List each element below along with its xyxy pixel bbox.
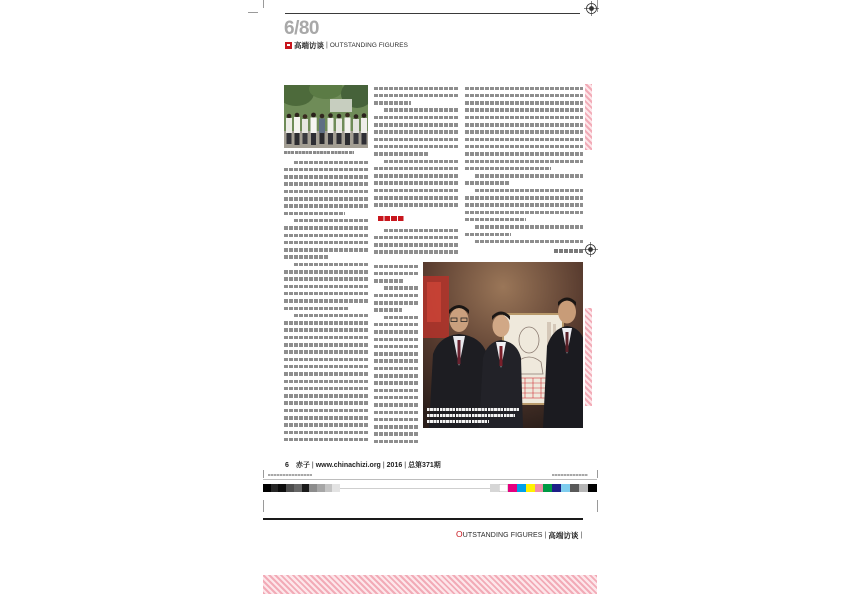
text-line bbox=[284, 321, 368, 325]
column-name-en: OUTSTANDING FIGURES bbox=[456, 529, 543, 539]
text-line bbox=[284, 438, 368, 442]
text-line bbox=[374, 272, 418, 276]
text-line bbox=[374, 396, 418, 400]
text-line bbox=[465, 87, 583, 91]
body-column-2-top bbox=[374, 85, 459, 213]
issue-number: 总第371期 bbox=[408, 462, 441, 469]
photo-group-visit bbox=[284, 85, 368, 148]
text-line bbox=[284, 190, 368, 194]
text-line bbox=[384, 316, 418, 320]
color-swatch bbox=[526, 484, 535, 492]
crop-mark bbox=[248, 12, 258, 13]
text-line bbox=[374, 116, 459, 120]
body-column-1 bbox=[284, 159, 368, 447]
text-line bbox=[374, 123, 459, 127]
text-line bbox=[465, 108, 583, 112]
editor-credit bbox=[554, 249, 583, 253]
text-line bbox=[284, 416, 368, 420]
photo-caption bbox=[427, 420, 489, 423]
color-swatch bbox=[561, 484, 570, 492]
text-line bbox=[465, 233, 511, 237]
registration-mark-icon bbox=[584, 1, 599, 16]
header-rule bbox=[285, 13, 580, 14]
text-line bbox=[374, 152, 429, 156]
text-line bbox=[284, 372, 368, 376]
text-line bbox=[374, 374, 418, 378]
text-line bbox=[384, 229, 459, 233]
text-line bbox=[384, 286, 418, 290]
text-line bbox=[284, 394, 368, 398]
text-line bbox=[374, 403, 418, 407]
slug-file-info bbox=[268, 474, 312, 476]
crop-mark bbox=[597, 470, 598, 478]
text-line bbox=[465, 167, 551, 171]
text-line bbox=[284, 431, 368, 435]
text-line bbox=[374, 236, 459, 240]
crop-mark bbox=[597, 500, 598, 512]
trim-line bbox=[263, 479, 597, 480]
section-subheading bbox=[378, 216, 404, 221]
bleed-stripe bbox=[585, 84, 592, 150]
color-swatch bbox=[588, 484, 597, 492]
text-line bbox=[284, 336, 368, 340]
text-line bbox=[284, 241, 368, 245]
text-line bbox=[475, 174, 583, 178]
page-number: 6 bbox=[285, 462, 289, 469]
crop-mark bbox=[263, 500, 264, 512]
text-line bbox=[465, 138, 583, 142]
text-line bbox=[374, 352, 418, 356]
text-line bbox=[374, 196, 459, 200]
text-line bbox=[374, 87, 459, 91]
text-line bbox=[374, 130, 459, 134]
separator: | bbox=[580, 531, 583, 539]
text-line bbox=[374, 301, 418, 305]
crop-mark bbox=[263, 0, 264, 8]
text-line bbox=[284, 255, 328, 259]
text-line bbox=[284, 182, 368, 186]
text-line bbox=[284, 248, 368, 252]
text-line bbox=[284, 307, 349, 311]
text-line bbox=[284, 212, 345, 216]
text-line bbox=[465, 94, 583, 98]
text-line bbox=[284, 285, 368, 289]
text-line bbox=[374, 203, 459, 207]
text-line bbox=[374, 330, 418, 334]
text-line bbox=[374, 432, 418, 436]
text-line bbox=[465, 116, 583, 120]
text-line bbox=[374, 367, 418, 371]
text-line bbox=[465, 203, 583, 207]
separator: | bbox=[311, 462, 314, 469]
text-line bbox=[284, 292, 368, 296]
text-line bbox=[284, 350, 368, 354]
text-line bbox=[284, 197, 368, 201]
column-logo-icon bbox=[285, 42, 292, 49]
registration-mark-icon bbox=[583, 242, 598, 257]
text-line bbox=[374, 101, 411, 105]
text-line bbox=[374, 308, 402, 312]
text-line bbox=[374, 425, 418, 429]
text-line bbox=[284, 226, 368, 230]
text-line bbox=[284, 168, 368, 172]
text-line bbox=[284, 299, 368, 303]
text-line bbox=[294, 219, 368, 223]
photo-caption bbox=[284, 151, 354, 154]
text-line bbox=[374, 279, 403, 283]
color-swatch bbox=[543, 484, 552, 492]
text-line bbox=[374, 359, 418, 363]
text-line bbox=[465, 196, 583, 200]
text-line bbox=[284, 277, 368, 281]
text-line bbox=[284, 270, 368, 274]
text-line bbox=[465, 211, 583, 215]
text-line bbox=[294, 161, 368, 165]
magazine-name: 赤子 bbox=[295, 462, 310, 469]
text-line bbox=[284, 328, 368, 332]
color-swatch bbox=[579, 484, 588, 492]
photo-ceremony-image bbox=[423, 262, 583, 428]
text-line bbox=[284, 409, 368, 413]
text-line bbox=[374, 174, 459, 178]
text-line bbox=[284, 175, 368, 179]
text-line bbox=[465, 123, 583, 127]
text-line bbox=[465, 218, 526, 222]
text-line bbox=[374, 338, 418, 342]
text-line bbox=[374, 294, 418, 298]
color-swatch bbox=[570, 484, 579, 492]
page-folio: 6/80 bbox=[284, 18, 319, 39]
text-line bbox=[284, 401, 368, 405]
text-line bbox=[284, 343, 368, 347]
text-line bbox=[465, 145, 583, 149]
website-url: www.chinachizi.org bbox=[315, 462, 381, 469]
bleed-stripe bbox=[585, 308, 592, 406]
text-line bbox=[374, 440, 418, 444]
color-swatch bbox=[332, 484, 340, 492]
text-line bbox=[374, 265, 418, 269]
text-line bbox=[475, 225, 583, 229]
crop-mark bbox=[263, 470, 264, 478]
text-line bbox=[284, 358, 368, 362]
column-name-en: OUTSTANDING FIGURES bbox=[329, 42, 408, 49]
text-line bbox=[284, 365, 368, 369]
text-line bbox=[465, 152, 583, 156]
color-swatch bbox=[490, 484, 499, 492]
text-line bbox=[374, 94, 459, 98]
column-header bbox=[285, 41, 408, 50]
text-line bbox=[374, 381, 418, 385]
text-line bbox=[374, 145, 459, 149]
separator: | bbox=[404, 462, 407, 469]
text-line bbox=[374, 345, 418, 349]
text-line bbox=[294, 263, 368, 267]
text-line bbox=[284, 423, 368, 427]
text-line bbox=[384, 108, 459, 112]
photo-ceremony bbox=[423, 262, 583, 428]
text-line bbox=[374, 418, 418, 422]
body-column-2-bottom bbox=[374, 263, 418, 446]
text-line bbox=[374, 181, 459, 185]
text-line bbox=[465, 181, 509, 185]
text-line bbox=[294, 314, 368, 318]
color-swatch bbox=[552, 484, 561, 492]
separator: | bbox=[544, 531, 547, 539]
color-swatch bbox=[499, 484, 508, 492]
bleed-stripe bbox=[263, 575, 597, 594]
slug-timestamp bbox=[552, 474, 588, 476]
body-column-3 bbox=[465, 85, 583, 246]
text-line bbox=[465, 130, 583, 134]
issue-year: 2016 bbox=[386, 462, 403, 469]
separator: | bbox=[382, 462, 385, 469]
text-line bbox=[475, 189, 583, 193]
photo-caption bbox=[427, 414, 515, 417]
color-swatch bbox=[517, 484, 526, 492]
color-bar-rule bbox=[340, 488, 490, 489]
text-line bbox=[284, 204, 368, 208]
column-name-cn: 高端访谈 bbox=[548, 530, 579, 540]
body-column-2-mid bbox=[374, 227, 459, 259]
text-line bbox=[374, 323, 418, 327]
text-line bbox=[374, 389, 418, 393]
next-page-header-rule bbox=[263, 518, 583, 520]
color-swatch bbox=[508, 484, 517, 492]
photo-group-visit-image bbox=[284, 85, 368, 148]
text-line bbox=[374, 189, 459, 193]
column-name-cn: 高端访谈 bbox=[294, 41, 324, 50]
text-line bbox=[374, 243, 459, 247]
text-line bbox=[465, 101, 583, 105]
text-line bbox=[374, 167, 459, 171]
next-page-column-header bbox=[456, 530, 584, 540]
photo-caption bbox=[427, 408, 519, 411]
text-line bbox=[475, 240, 583, 244]
text-line bbox=[284, 234, 368, 238]
text-line bbox=[284, 387, 368, 391]
text-line bbox=[374, 411, 418, 415]
text-line bbox=[465, 160, 583, 164]
separator: | bbox=[326, 42, 328, 49]
text-line bbox=[374, 138, 459, 142]
text-line bbox=[374, 250, 459, 254]
color-swatch bbox=[535, 484, 544, 492]
page-footer bbox=[285, 461, 441, 470]
text-line bbox=[284, 380, 368, 384]
text-line bbox=[384, 160, 459, 164]
